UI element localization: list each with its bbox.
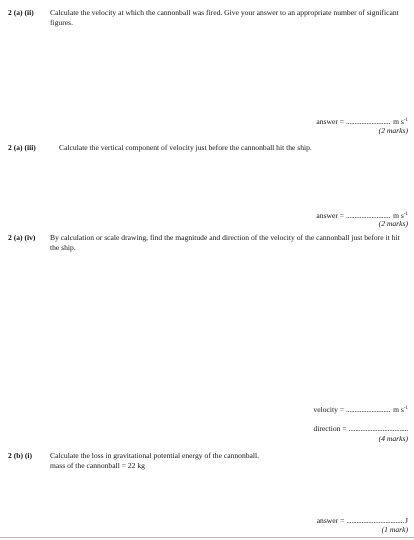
answer-line-velocity[interactable]	[313, 404, 408, 415]
answer-dots: ..................................	[346, 516, 405, 525]
answer-label: answer =	[316, 211, 345, 220]
question-number: 2 (a) (ii)	[8, 8, 34, 17]
answer-unit-exponent: -1	[403, 406, 408, 411]
marks-label: (2 marks)	[378, 219, 408, 228]
answer-label: velocity =	[313, 405, 345, 414]
marks-label: (1 mark)	[381, 525, 408, 534]
question-number: 2 (a) (iii)	[8, 143, 36, 152]
answer-unit: m s	[393, 211, 404, 220]
answer-dots: ..........................	[345, 117, 391, 126]
answer-line[interactable]	[316, 116, 408, 127]
answer-label: answer =	[316, 117, 345, 126]
question-text: By calculation or scale drawing, find the magnitude and direction of the velocity of the cannonball just before it hit the ship.	[50, 233, 400, 252]
question-text: Calculate the velocity at which the cannonball was fired. Give your answer to an appropriate number of significant figures.	[50, 8, 399, 27]
page-bottom-divider	[0, 537, 414, 538]
answer-unit-exponent: -1	[403, 118, 408, 123]
question-text	[50, 451, 402, 470]
answer-unit: m s	[393, 117, 404, 126]
marks-label: (4 marks)	[378, 434, 408, 443]
answer-unit: m s	[393, 405, 404, 414]
question-number: 2 (a) (iv)	[8, 233, 36, 242]
answer-dots: ..........................	[345, 405, 391, 414]
answer-unit: J	[405, 516, 408, 525]
answer-label: answer =	[316, 516, 345, 525]
answer-label: direction =	[313, 424, 347, 433]
question-text: Calculate the vertical component of velocity just before the cannonball hit the ship.	[59, 143, 312, 152]
answer-dots: ...................................	[348, 424, 408, 433]
question-number: 2 (b) (i)	[8, 451, 33, 460]
answer-line-direction[interactable]	[313, 424, 408, 434]
question-given-mass: mass of the cannonball = 22 kg	[50, 460, 145, 470]
marks-label: (2 marks)	[378, 126, 408, 135]
answer-unit-exponent: -1	[403, 212, 408, 217]
answer-dots: ..........................	[345, 211, 391, 220]
question-text-line: Calculate the loss in gravitational potential energy of the cannonball.	[50, 451, 260, 460]
